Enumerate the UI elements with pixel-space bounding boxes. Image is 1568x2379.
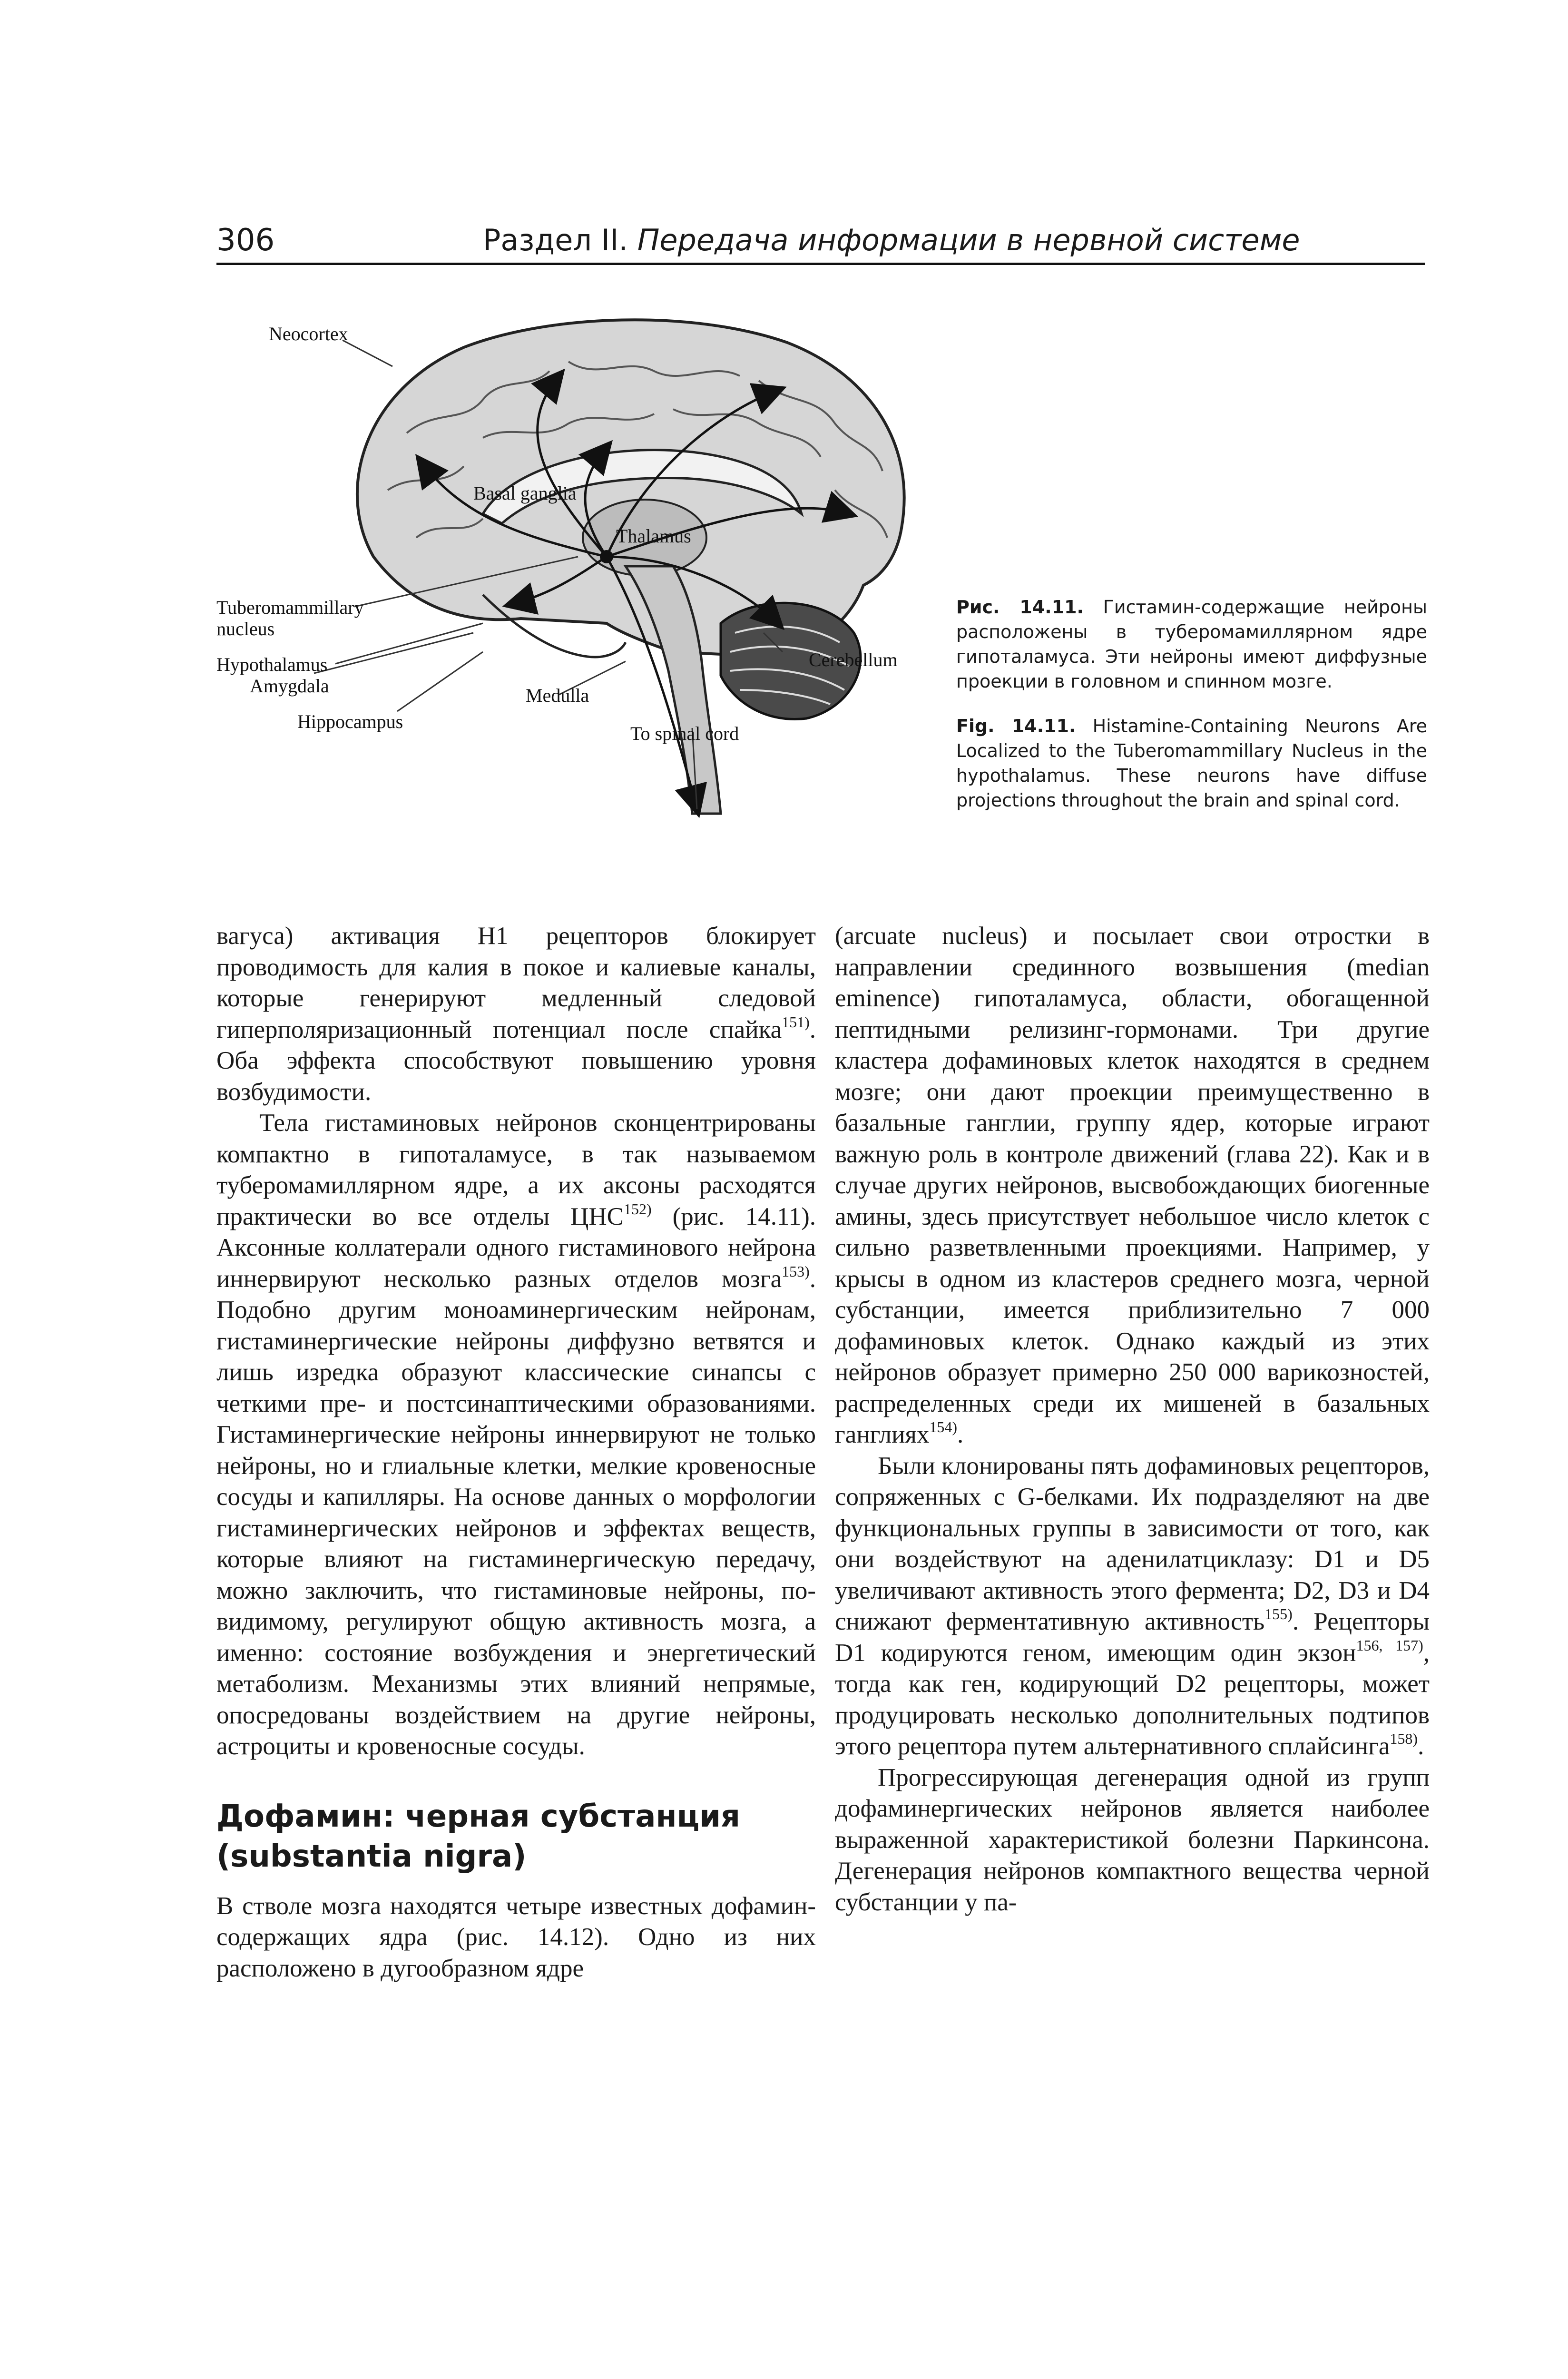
caption-en-text: Histamine-Containing Neurons Are Localized to the Tuberomammillary Nucleus in the hypothalamus. These neurons have diffuse projections throughout the brain and spinal cord. <box>956 716 1427 811</box>
reference-mark: 153) <box>782 1262 810 1280</box>
brain-figure <box>216 290 959 904</box>
label-hippocampus: Hippocampus <box>297 711 403 732</box>
right-paragraph-1 <box>835 921 1430 1451</box>
text-run: . Рецепторы D1 кодируются геном, имеющим один экзон <box>835 1608 1430 1667</box>
reference-mark: 158) <box>1390 1730 1418 1747</box>
right-paragraph-3: Прогрессирующая дегенерация одной из групп дофаминергических нейронов является наиболее выраженной характеристикой болезни Паркинсона. Дегенерация нейронов компактного вещества черной субстанции у па- <box>835 1763 1430 1916</box>
caption-en <box>956 714 1427 813</box>
figure-caption <box>956 595 1427 833</box>
text-run: . Оба эффекта способствуют повышению уровня возбудимости. <box>216 1015 816 1106</box>
caption-ru <box>956 595 1427 694</box>
text-run: . <box>957 1421 964 1448</box>
reference-mark: 155) <box>1264 1605 1293 1622</box>
right-paragraph-2 <box>835 1451 1430 1762</box>
text-run: Были клонированы пять дофаминовых рецепторов, сопряженных с G-белками. Их подразделяют на две функциональных группы в зависимости от того, как они воздействуют на аденилатциклазу: D1 и D5 увеличивают активность этого фермента; D2, D3 и D4 снижают ферментативную активность <box>835 1452 1430 1635</box>
reference-mark: 154) <box>929 1418 958 1435</box>
label-thalamus: Thalamus <box>616 525 691 547</box>
reference-mark: 156, 157) <box>1356 1636 1423 1654</box>
section-number: Раздел II. <box>483 223 628 257</box>
brain-illustration <box>216 290 959 904</box>
running-title <box>483 223 1300 257</box>
text-run: , тогда как ген, кодирующий D2 рецепторы, может продуцировать несколько дополнительных подтипов этого рецептора путем альтернативного сплайсинга <box>835 1639 1430 1760</box>
text-run: . <box>1418 1732 1424 1760</box>
label-medulla: Medulla <box>526 685 589 706</box>
tmn-dot <box>600 550 613 563</box>
right-column <box>835 921 1430 1918</box>
label-amygdala: Amygdala <box>250 675 329 697</box>
caption-ru-text: Гистамин-содержащие нейроны расположены в туберомамиллярном ядре гипоталамуса. Эти нейроны имеют диффузные проекции в головном и спинном мозге. <box>956 597 1427 692</box>
section-title: Передача информации в нервной системе <box>637 223 1300 257</box>
left-paragraph-3: В стволе мозга находятся четыре известных дофамин-содержащих ядра (рис. 14.12). Одно из них расположено в дугообразном ядре <box>216 1892 816 1982</box>
left-paragraph-2 <box>216 1108 816 1762</box>
left-column <box>216 921 816 1984</box>
text-run: . Подобно другим моноаминергическим нейронам, гистаминергические нейроны диффузно ветвятся и лишь изредка образуют классические синапсы с четкими пре- и постсинаптическими образованиями. Гистаминергические нейроны иннервируют не только нейроны, но и глиальные клетки, мелкие кровеносные сосуды и капилляры. На основе данных о морфологии гистаминергических нейронов и эффектах веществ, которые влияют на гистаминергическую передачу, можно заключить, что гистаминовые нейроны, по-видимому, регулируют общую активность мозга, а именно: состояние возбуждения и энергетический метаболизм. Механизмы этих влияний непрямые, опосредованы воздействием на другие нейроны, астроциты и кровеносные сосуды. <box>216 1265 816 1760</box>
label-basal-ganglia: Basal ganglia <box>473 482 577 504</box>
reference-mark: 152) <box>624 1200 652 1218</box>
reference-mark: 151) <box>782 1013 810 1031</box>
label-cerebellum: Cerebellum <box>809 649 898 670</box>
text-run: (arcuate nucleus) и посылает свои отростки в направлении срединного возвышения (median eminence) гипоталамуса, области, обогащенной пептидными релизинг-гормонами. Три другие кластера дофаминовых клеток находятся в среднем мозге; они дают проекции преимущественно в базальные ганглии, группу ядер, которые играют важную роль в контроле движений (глава 22). Как и в случае других нейронов, высвобождающих биогенные амины, здесь присутствует небольшое число клеток с сильно разветвленными проекциями. Например, у крысы в одном из кластеров среднего мозга, черной субстанции, имеется приблизительно 7 000 дофаминовых клеток. Однако каждый из этих нейронов образует примерно 250 000 варикозностей, распределенных среди их мишеней в базальных ганглиях <box>835 922 1430 1448</box>
label-spinal-cord: To spinal cord <box>630 723 739 744</box>
section-heading: Дофамин: черная субстанция (substantia nigra) <box>216 1799 740 1874</box>
label-tuberomammillary-nucleus: nucleus <box>216 618 275 639</box>
caption-ru-label: Рис. 14.11. <box>956 597 1084 618</box>
header-rule <box>216 263 1425 265</box>
label-tuberomammillary: Tuberomammillary <box>216 597 364 618</box>
page-header <box>216 223 1425 261</box>
caption-en-label: Fig. 14.11. <box>956 716 1076 737</box>
text-run: Тела гистаминовых нейронов сконцентрированы компактно в гипоталамусе, в так называемом туберомамиллярном ядре, а их аксоны расходятся практически во все отделы ЦНС <box>216 1109 816 1230</box>
label-hypothalamus: Hypothalamus <box>216 654 328 675</box>
left-paragraph-1 <box>216 921 816 1108</box>
text-run: (рис. 14.11). Аксонные коллатерали одного гистаминового нейрона иннервируют несколько разных отделов мозга <box>216 1202 816 1293</box>
label-neocortex: Neocortex <box>269 323 348 344</box>
page-number: 306 <box>216 223 275 258</box>
text-run: вагуса) активация H1 рецепторов блокирует проводимость для калия в покое и калиевые каналы, которые генерируют медленный следовой гиперполяризационный потенциал после спайка <box>216 922 816 1043</box>
